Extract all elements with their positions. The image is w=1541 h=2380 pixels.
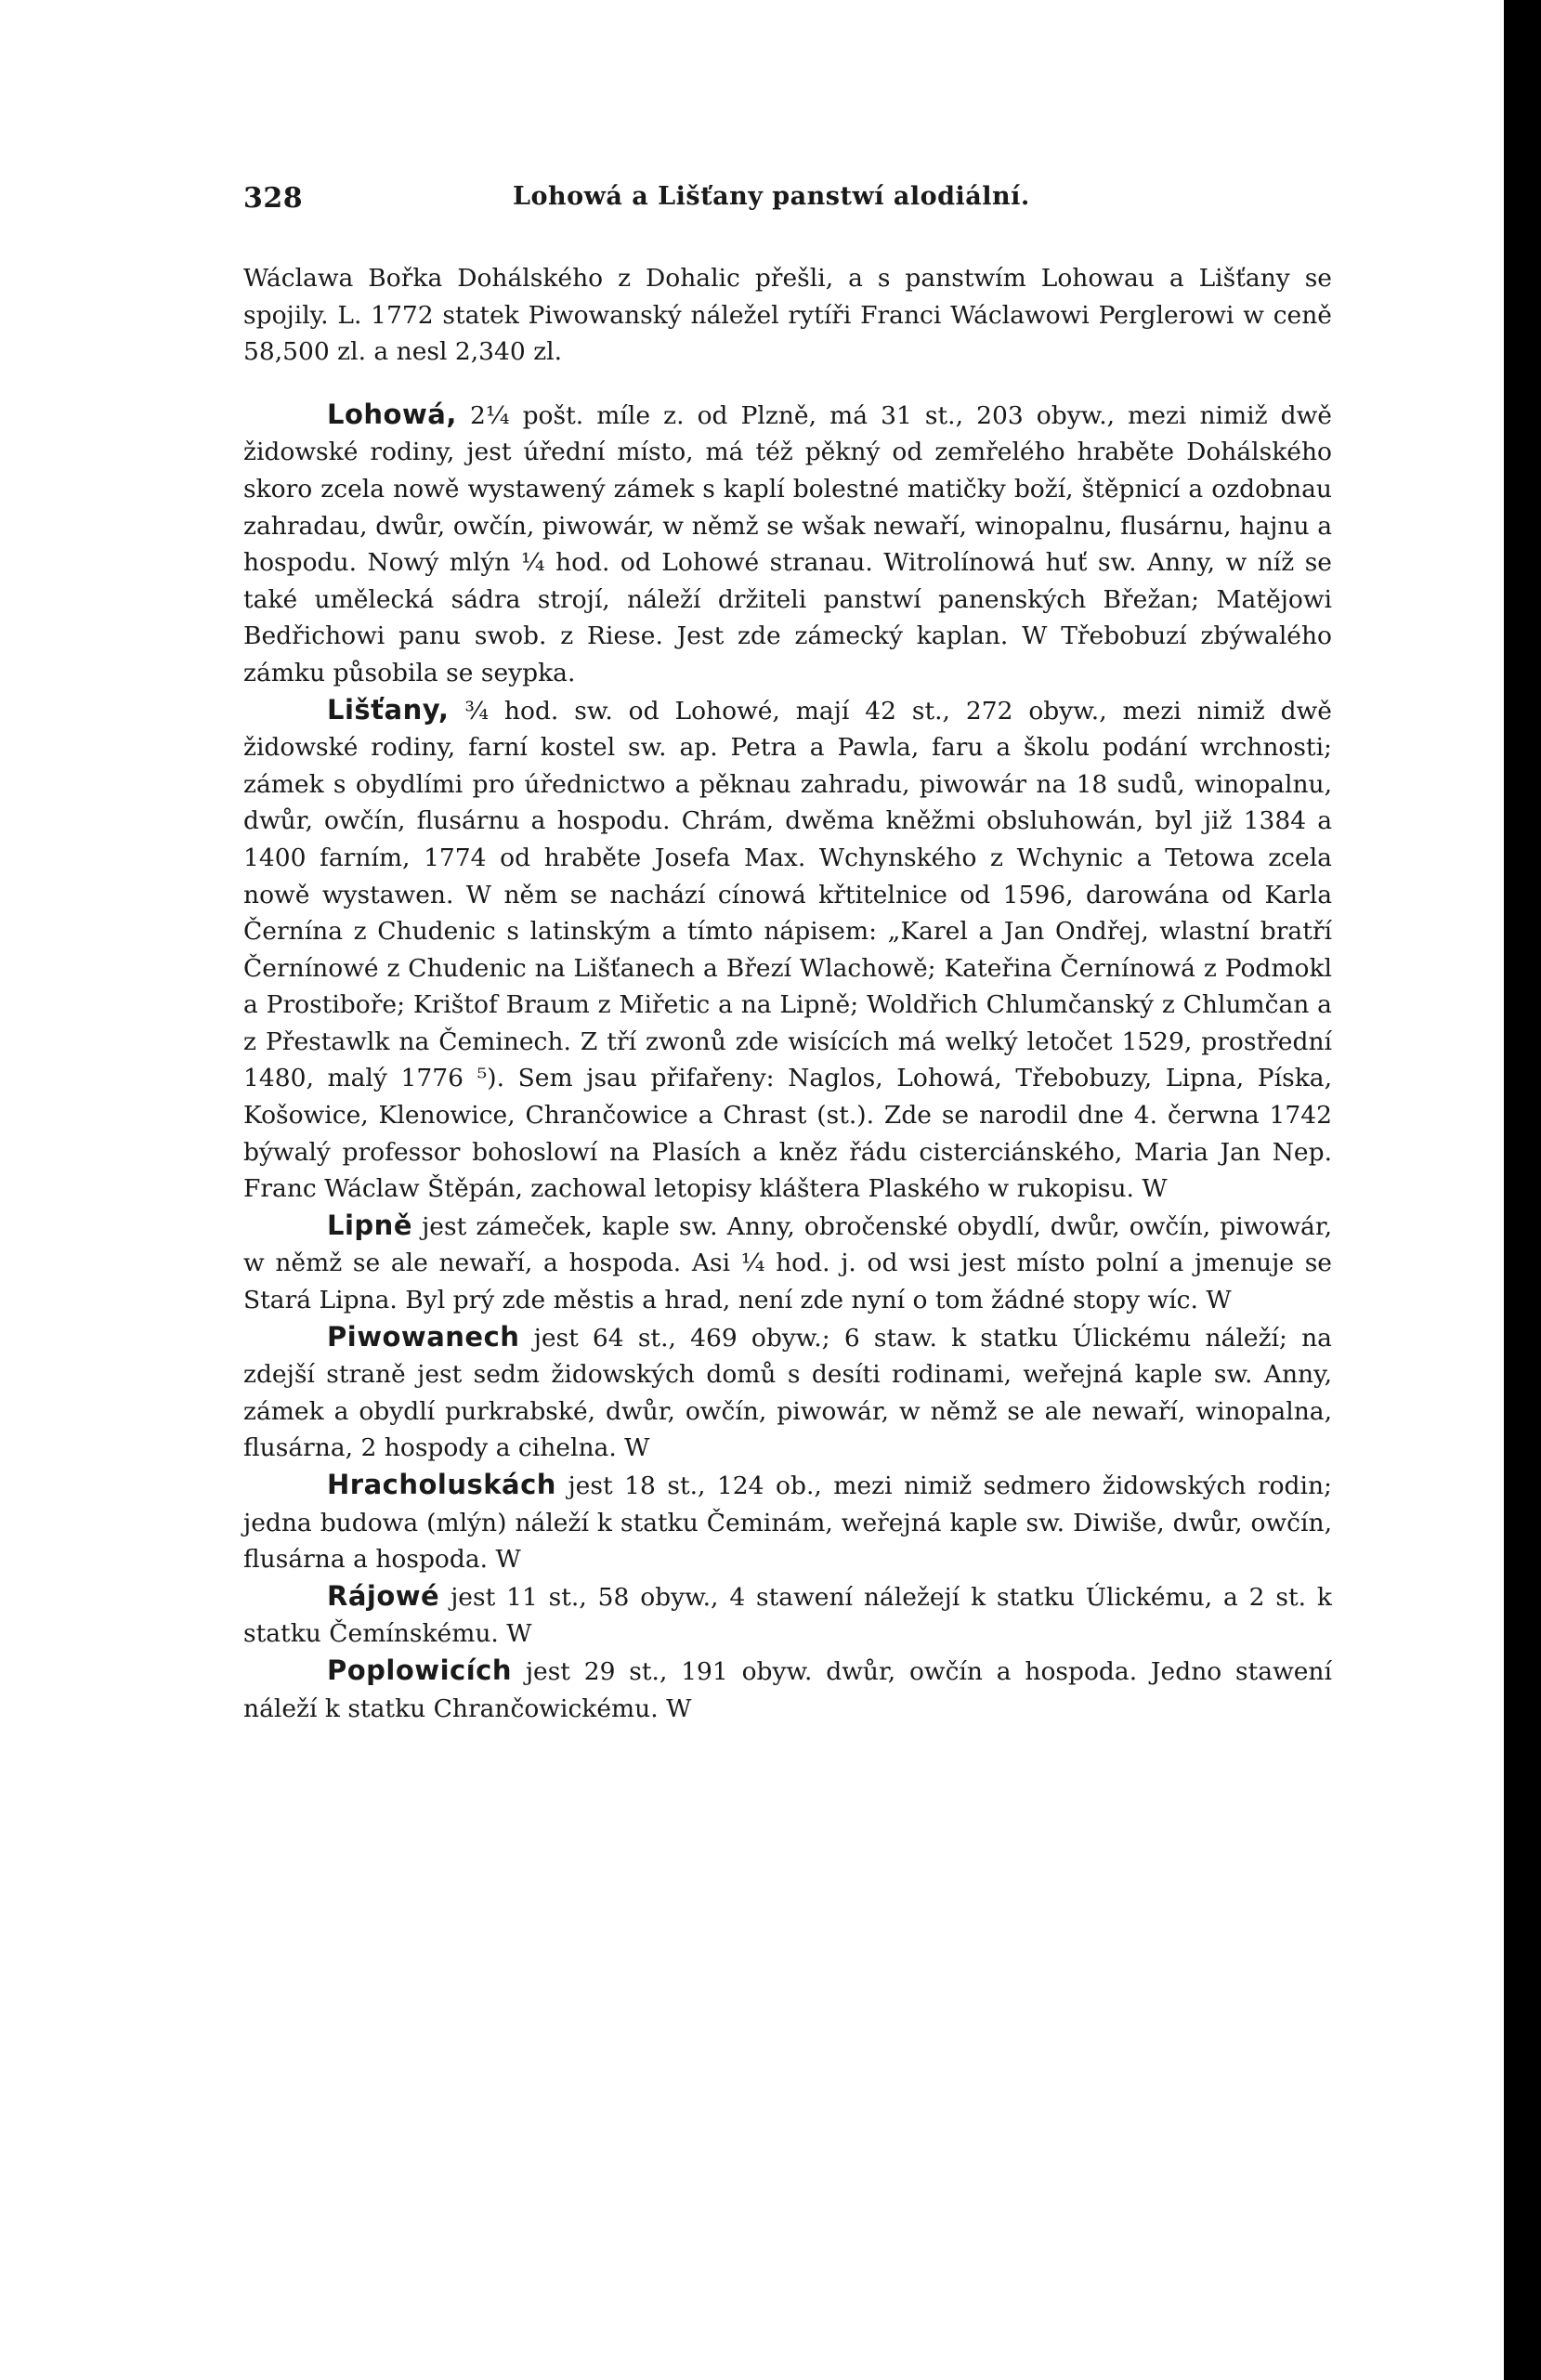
paragraph-continuation <box>243 260 1332 371</box>
book-page <box>243 182 1332 1727</box>
place-name: Rájowé <box>327 1579 440 1612</box>
scan-edge-bar <box>1504 0 1541 2380</box>
entry-hracholusky <box>243 1467 1332 1578</box>
place-name: Piwowanech <box>327 1320 520 1353</box>
place-name: Hracholuskách <box>327 1469 556 1500</box>
entry-listany <box>243 692 1332 1208</box>
paragraph-text: Wáclawa Bořka Dohálského z Dohalic přešli, a s panstwím Lohowau a Lišťany se spojily. L. 1772 statek Piwowanský náležel rytíři Franci Wáclawowi Perglerowi w ceně 58,500 zl. a nesl 2,340 zl. <box>243 264 1332 367</box>
place-name: Poplowicích <box>327 1654 512 1686</box>
running-header <box>243 182 1332 223</box>
entry-text: jest 11 st., 58 obyw., 4 stawení náležejí k statku Úlickému, a 2 st. k statku Čemínskému. W <box>243 1582 1332 1649</box>
entry-text: jest zámeček, kaple sw. Anny, obročenské obydlí, dwůr, owčín, piwowár, w němž se ale newaří, a hospoda. Asi ¼ hod. j. od wsi jest místo polní a jmenuje se Stará Lipna. Byl prý zde městis a hrad, není zde nyní o tom žádné stopy wíc. W <box>243 1211 1332 1315</box>
place-name: Lohowá, <box>327 398 457 430</box>
entry-text: jest 18 st., 124 ob., mezi nimiž sedmero židowských rodin; jedna budowa (mlýn) náleží k statku Čeminám, weřejná kaple sw. Diwiše, dwůr, owčín, flusárna a hospoda. W <box>243 1471 1332 1575</box>
entry-text: 2¼ pošt. míle z. od Plzně, má 31 st., 203 obyw., mezi nimiž dwě židowské rodiny, jest úřední místo, má též pěkný od zemřelého hraběte Dohálského skoro zcela nowě wystawený zámek s kaplí bolestné matičky boží, štěpnicí a ozdobnau zahradau, dwůr, owčín, piwowár, w němž se wšak newaří, winopalnu, flusárnu, hajnu a hospodu. Nowý mlýn ¼ hod. od Lohowé stranau. Witrolínowá huť sw. Anny, w níž se také umělecká sádra strojí, náleží držiteli panstwí panenských Břežan; Matějowi Bedřichowi panu swob. z Riese. Jest zde zámecký kaplan. W Třebobuzí zbýwalého zámku působila se seypka. <box>243 400 1332 687</box>
body-text <box>243 260 1332 1727</box>
entry-text: ¾ hod. sw. od Lohowé, mají 42 st., 272 obyw., mezi nimiž dwě židowské rodiny, farní kostel sw. ap. Petra a Pawla, faru a školu podání wrchnosti; zámek s obydlími pro úřednictwo a pěknau zahradu, piwowár na 18 sudů, winopalnu, dwůr, owčín, flusárnu a hospodu. Chrám, dwěma kněžmi obsluhowán, byl již 1384 a 1400 farním, 1774 od hraběte Josefa Max. Wchynského z Wchynic a Tetowa zcela nowě wystawen. W něm se nachází cínowá křtitelnice od 1596, darowána od Karla Černína z Chudenic s latinským a tímto nápisem: „Karel a Jan Ondřej, wlastní bratří Černínowé z Chudenic na Lišťanech a Březí Wlachowě; Kateřina Černínowá z Podmokl a Prostiboře; Krištof Braum z Miřetic a na Lipně; Woldřich Chlumčanský z Chlumčan a z Přestawlk na Čeminech. Z tří zwonů zde wisících má welký letočet 1529, prostřední 1480, malý 1776 ⁵). Sem jsau přifařeny: Naglos, Lohowá, Třebobuzy, Lipna, Píska, Košowice, Klenowice, Chrančowice a Chrast (st.). Zde se narodil dne 4. čerwna 1742 býwalý professor bohoslowí na Plasích a kněz řádu cisterciánského, Maria Jan Nep. Franc Wáclaw Štěpán, zachowal letopisy kláštera Plaského w rukopisu. W <box>243 696 1332 1204</box>
entry-text: jest 64 st., 469 obyw.; 6 staw. k statku Úlickému náleží; na zdejší straně jest sedm židowských domů s desíti rodinami, weřejná kaple sw. Anny, zámek a obydlí purkrabské, dwůr, owčín, piwowár, w němž se ale newaří, winopalna, flusárna, 2 hospody a cihelna. W <box>243 1323 1332 1463</box>
entry-lipne <box>243 1208 1332 1319</box>
page-number: 328 <box>243 182 304 215</box>
entry-text: jest 29 st., 191 obyw. dwůr, owčín a hospoda. Jedno stawení náleží k statku Chrančowickému. W <box>243 1656 1332 1723</box>
place-name: Lipně <box>327 1209 412 1241</box>
running-title: Lohowá a Lišťany panstwí alodiální. <box>513 182 1030 211</box>
place-name: Lišťany, <box>327 693 450 726</box>
entry-lohowa <box>243 397 1332 692</box>
entry-poplowice <box>243 1653 1332 1727</box>
entry-rajowa <box>243 1578 1332 1653</box>
entry-piwowany <box>243 1319 1332 1467</box>
